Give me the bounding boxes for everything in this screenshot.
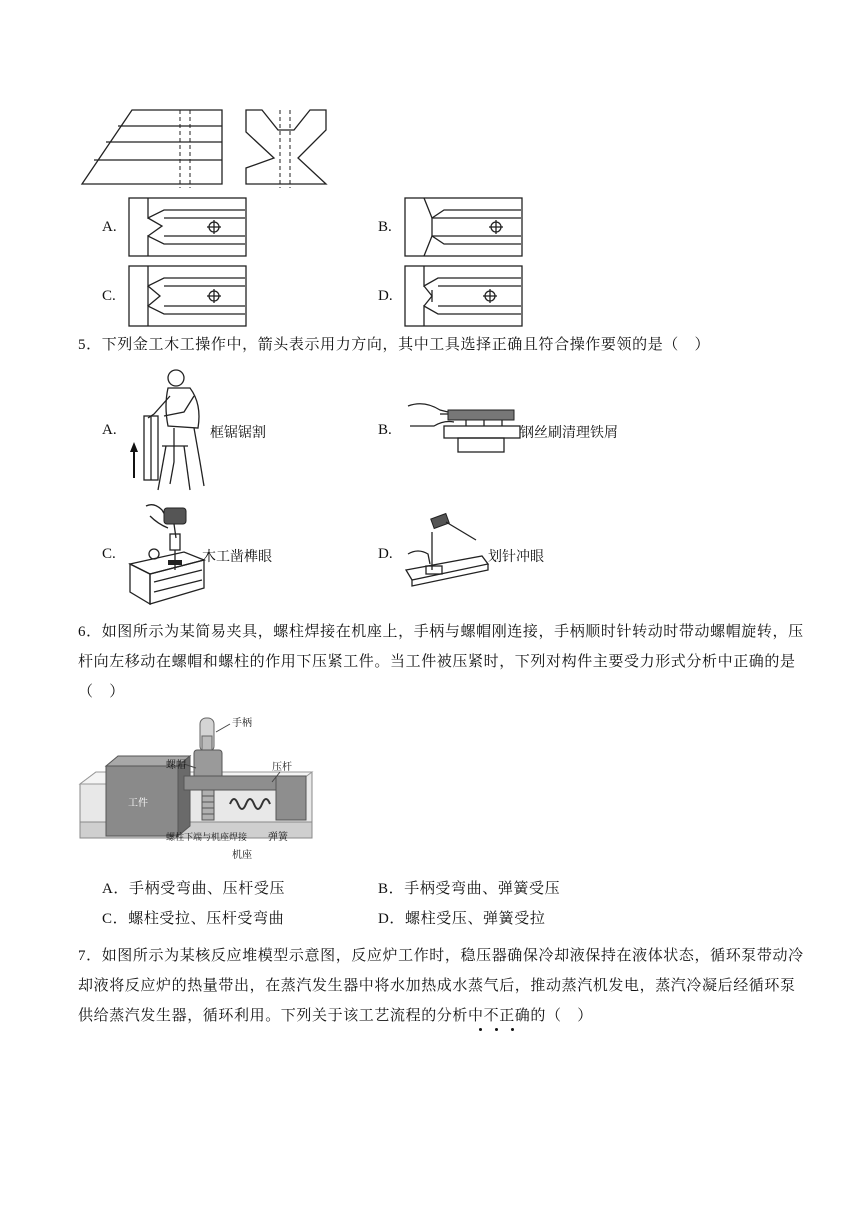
q6-clamp-figure [80,712,312,843]
q4-option-b-letter: B. [378,219,392,235]
q4-option-a-letter: A. [102,219,117,235]
q7-emphasis-dots [479,1028,519,1032]
q7-stem-line1: 7．如图所示为某核反应堆模型示意图，反应炉工作时，稳压器确保冷却液保持在液体状态，循环泵带动冷 [78,948,804,964]
q5-option-a-caption: 框锯锯割 [210,426,266,441]
q4-option-d-figure [404,264,524,330]
q6-label-weld: 螺柱下端与机座焊接 [166,832,248,842]
q5-option-d-illustration [402,510,492,596]
q4-option-c-letter: C. [102,288,116,304]
q6-option-d-text: 螺柱受压、弹簧受拉 [405,911,546,927]
q6-label-base: 机座 [232,850,252,861]
q6-option-c [102,906,284,933]
q4-option-d-letter: D. [378,288,393,304]
q6-stem-line3: （ ） [78,684,125,700]
q5-option-c-illustration [124,498,208,608]
q5-option-c-caption: 木工凿榫眼 [202,550,272,565]
q6-option-d-letter: D． [378,911,406,927]
q5-option-a-illustration [124,366,214,494]
q4-option-b-figure [404,196,524,260]
q5-option-d-caption: 划针冲眼 [488,550,544,565]
q6-label-handle: 手柄 [232,718,252,729]
q5-option-d-letter: D. [378,546,393,562]
q4-option-c-figure [128,264,248,330]
q7-stem-line2: 却液将反应炉的热量带出，在蒸汽发生器中将水加热成水蒸气后，推动蒸汽机发电，蒸汽冷凝后经循环泵 [78,978,796,994]
q4-option-a-figure [128,196,248,260]
q6-option-b-text: 手柄受弯曲、弹簧受压 [404,881,561,897]
q5-option-b-letter: B. [378,422,392,438]
q6-label-lever: 压杆 [272,762,292,773]
q6-option-a-letter: A． [102,881,130,897]
q6-option-c-text: 螺柱受拉、压杆受弯曲 [128,911,285,927]
q6-label-workpiece: 工件 [128,798,148,809]
q6-option-d [378,906,545,933]
q5-stem: 5．下列金工木工操作中，箭头表示用力方向，其中工具选择正确且符合操作要领的是（ ） [78,337,711,353]
q6-option-c-letter: C． [102,911,129,927]
q5-option-b-illustration [404,396,524,460]
q5-option-c-letter: C. [102,546,116,562]
q6-option-b-letter: B． [378,881,405,897]
q6-option-a-text: 手柄受弯曲、压杆受压 [129,881,286,897]
q6-stem-line1: 6．如图所示为某简易夹具，螺柱焊接在机座上，手柄与螺帽刚连接，手柄顺时针转动时带动螺帽旋转，压 [78,624,804,640]
q5-option-a-letter: A. [102,422,117,438]
q6-label-spring: 弹簧 [268,832,288,843]
q4-main-views [80,108,340,188]
q7-stem-line3: 供给蒸汽发生器，循环利用。下列关于该工艺流程的分析中不正确的（ ） [78,1008,593,1024]
q6-stem-line2: 杆向左移动在螺帽和螺柱的作用下压紧工件。当工件被压紧时，下列对构件主要受力形式分析中正确的是 [78,654,796,670]
q5-option-b-caption: 钢丝刷清理铁屑 [520,426,618,441]
q6-option-b [378,876,560,903]
q6-option-a [102,876,285,903]
q6-label-nut: 螺帽 [166,760,186,771]
